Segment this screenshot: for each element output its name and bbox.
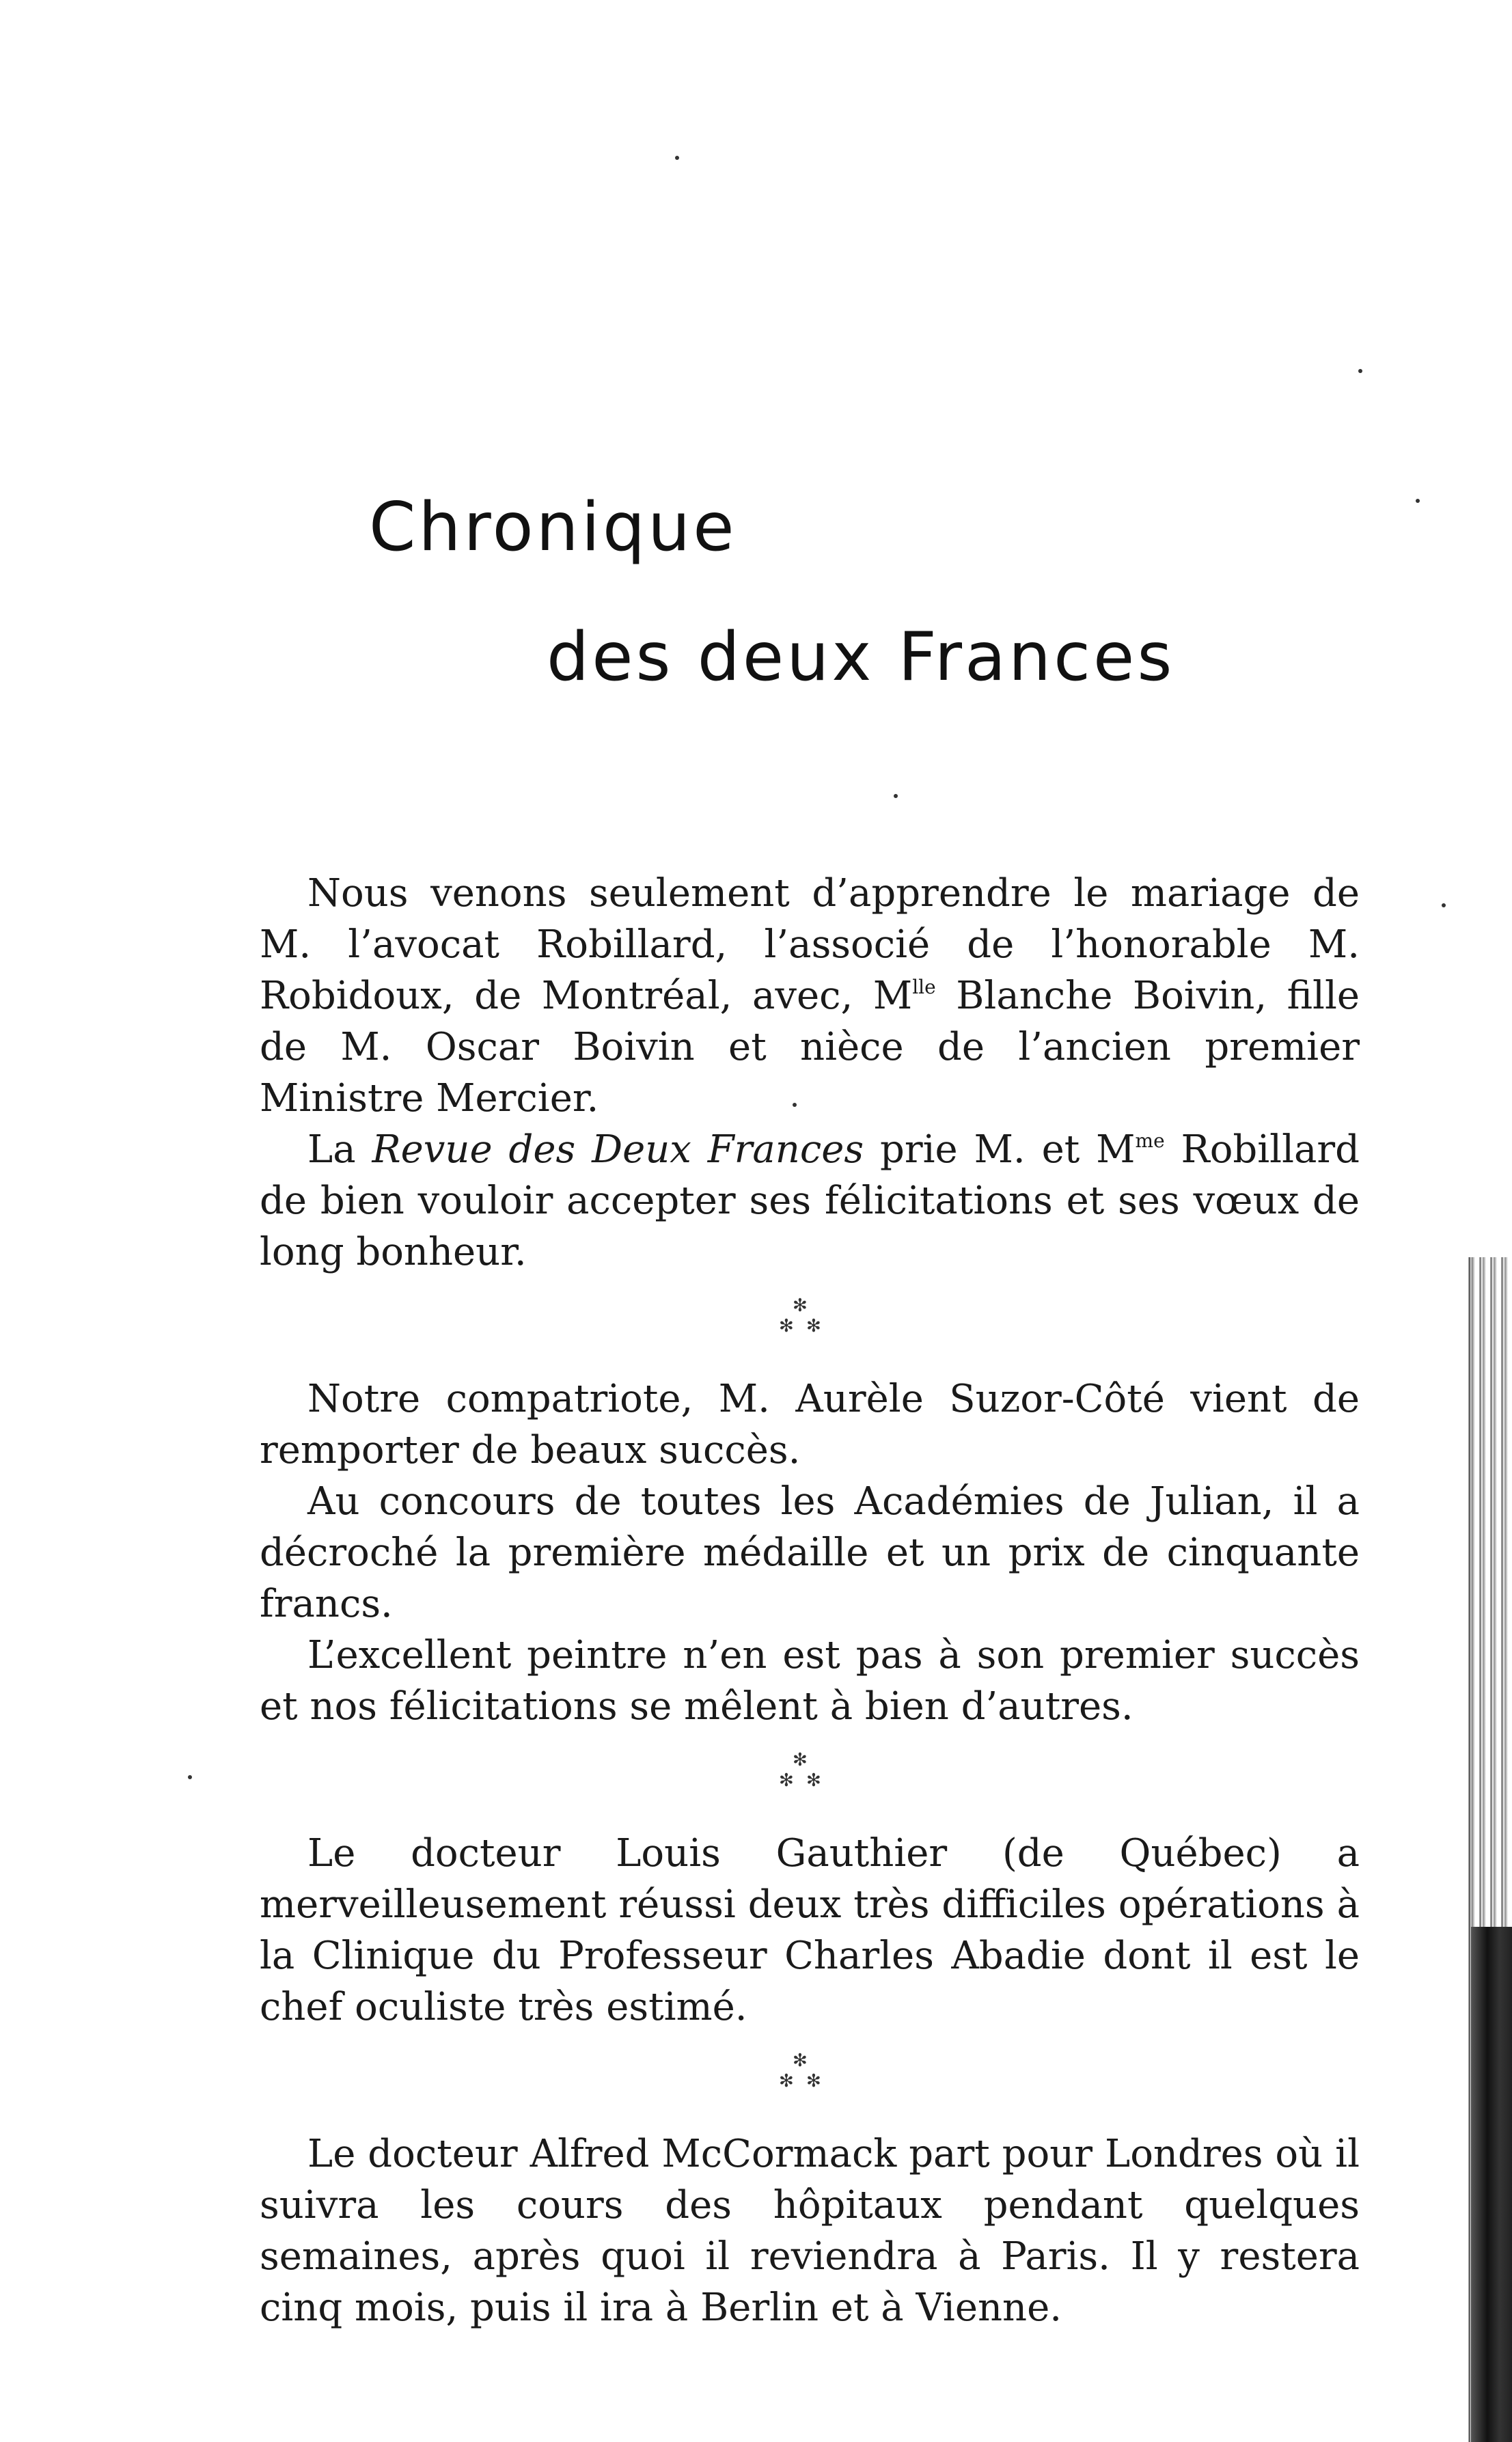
asterism-star: ✻ [779, 2071, 794, 2091]
asterism-star: ✻ [793, 2050, 808, 2071]
section-separator [260, 1732, 1360, 1828]
revue-sup: me [1135, 1129, 1165, 1152]
suzor-paragraph-3: L’excellent peintre n’en est pas à son premier succès et nos félicitations se mêlent à bien d’autres. [260, 1633, 1360, 1729]
scan-speck [188, 1775, 192, 1779]
scan-speck [894, 794, 898, 798]
mariage-paragraph [260, 868, 1360, 1124]
asterism-star: ✻ [779, 1316, 794, 1336]
suzor-paragraph-2: Au concours de toutes les Académies de Julian, il a décroché la première médaille et un prix de cinquante francs. [260, 1479, 1360, 1626]
mccormack-paragraph: Le docteur Alfred McCormack part pour Londres où il suivra les cours des hôpitaux pendant quelques semaines, après quoi il reviendra à Paris. Il y restera cinq mois, puis il ira à Berlin et à Vienne. [260, 2132, 1360, 2330]
asterism-star: ✻ [779, 1770, 794, 1791]
scan-speck [675, 156, 679, 160]
mariage-text-a: Nous venons seulement d’apprendre le mariage de M. l’avocat Robillard, l’associé de l’honorable M. Robidoux, de Montréal, avec, M [260, 871, 1360, 1018]
revue-title: Revue des Deux Frances [372, 1127, 864, 1172]
suzor-paragraph-1: Notre compatriote, M. Aurèle Suzor-Côté vient de remporter de beaux succès. [260, 1377, 1360, 1472]
chronicle-title-line1: Chronique [369, 489, 737, 566]
revue-text-c: Robillard de bien vouloir accepter ses félicitations et ses vœux de long bonheur. [260, 1127, 1360, 1274]
scan-speck [1358, 369, 1362, 373]
asterism-star: ✻ [806, 2071, 821, 2091]
page-edge-dark [1471, 1927, 1512, 2442]
asterism-star: ✻ [793, 1295, 808, 1316]
section-separator [260, 2033, 1360, 2128]
scan-speck [1442, 903, 1446, 907]
revue-paragraph [260, 1124, 1360, 1278]
asterism-star: ✻ [806, 1770, 821, 1791]
revue-text-a: La [307, 1127, 372, 1172]
asterism-star: ✻ [793, 1750, 808, 1770]
gauthier-paragraph: Le docteur Louis Gauthier (de Québec) a merveilleusement réussi deux très difficiles opérations à la Clinique du Professeur Charles Abadie dont il est le chef oculiste très estimé. [260, 1831, 1360, 2029]
scan-speck [1416, 499, 1420, 503]
chronicle-title-line2: des deux Frances [547, 618, 1175, 696]
revue-text-b: prie M. et M [864, 1127, 1136, 1172]
chronicle-body [260, 868, 1360, 2333]
mariage-sup: lle [912, 976, 936, 998]
mariage-text-b: Blanche Boivin, fille de M. Oscar Boivin et nièce de l’ancien premier Ministre Mercier. [260, 974, 1360, 1121]
section-separator [260, 1278, 1360, 1373]
asterism-star: ✻ [806, 1316, 821, 1336]
